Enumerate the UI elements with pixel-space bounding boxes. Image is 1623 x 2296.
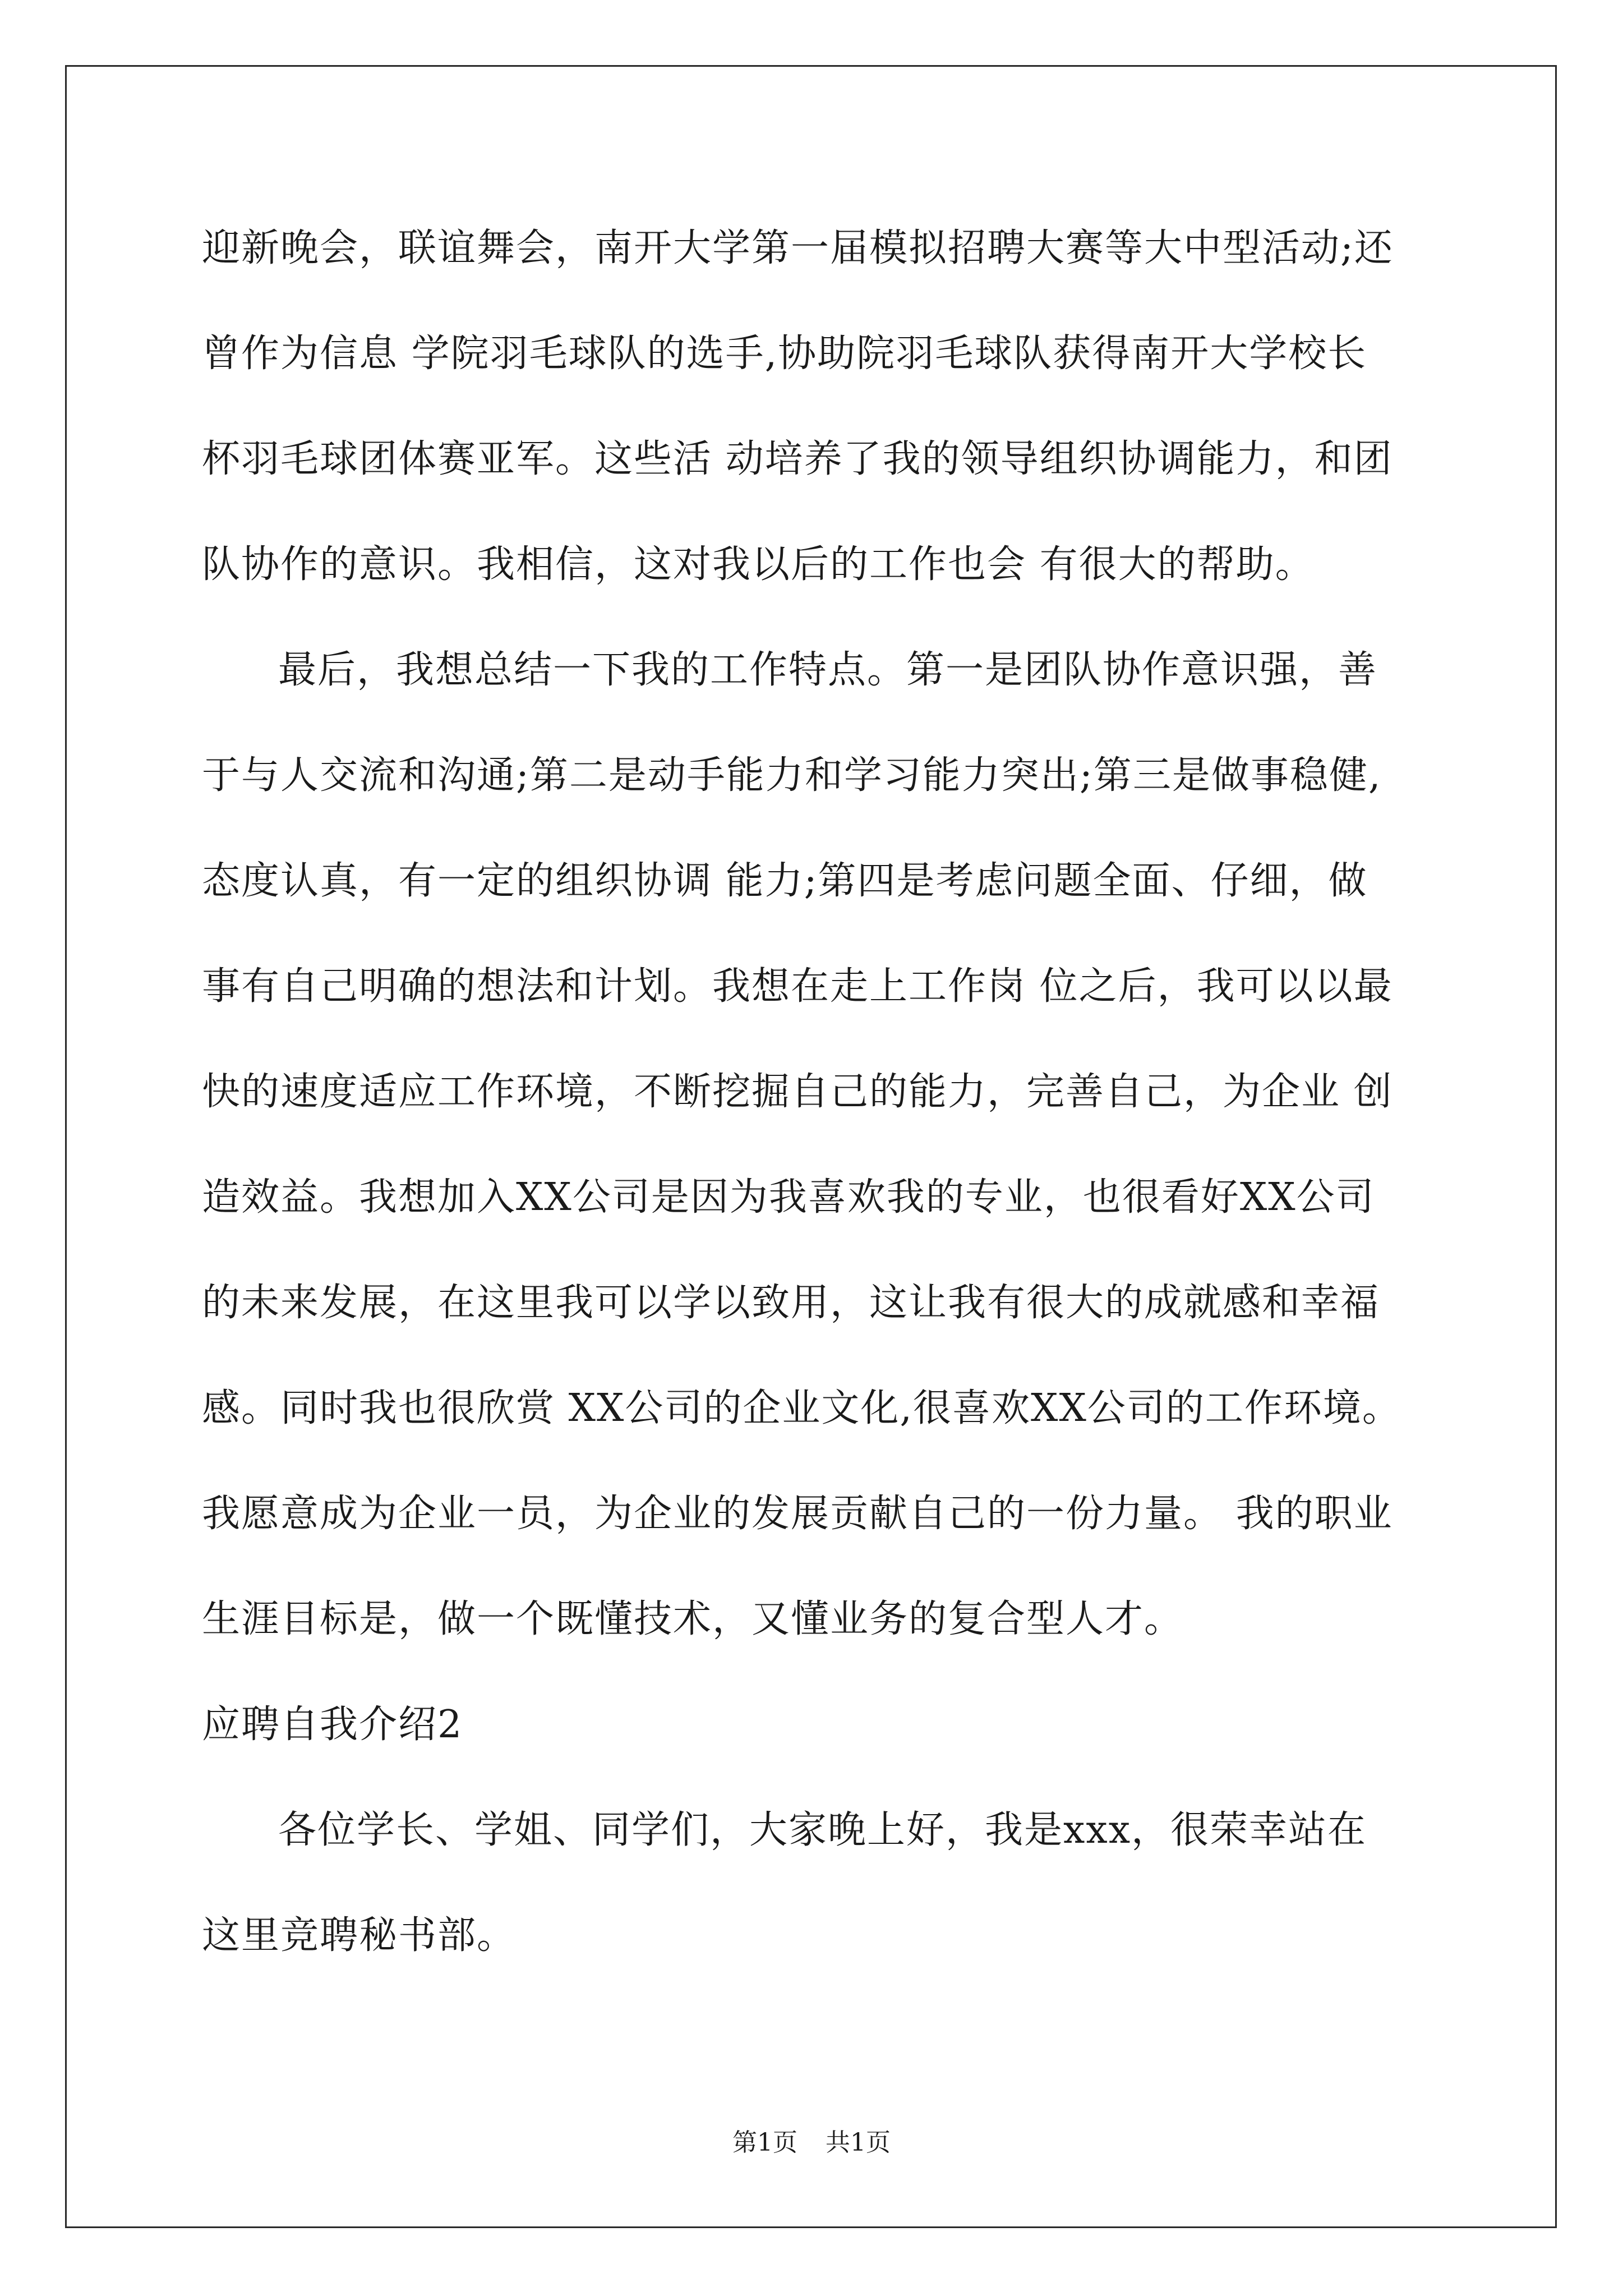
body-line: 迎新晚会，联谊舞会，南开大学第一届模拟招聘大赛等大中型活动;还 [202, 226, 1394, 270]
body-line: 快的速度适应工作环境，不断挖掘自己的能力，完善自己，为企业 创 [202, 1070, 1393, 1114]
page-footer [0, 2126, 1623, 2160]
page-number-total: 共1页 [826, 2128, 891, 2157]
body-line: 这里竞聘秘书部。 [202, 1913, 517, 1958]
body-line: 的未来发展，在这里我可以学以致用，这让我有很大的成就感和幸福 [202, 1281, 1380, 1325]
body-line: 我愿意成为企业一员，为企业的发展贡献自己的一份力量。 我的职业 [202, 1492, 1393, 1536]
body-line: 态度认真，有一定的组织协调 能力;第四是考虑问题全面、仔细，做 [202, 859, 1368, 903]
page-number-current: 第1页 [732, 2128, 797, 2157]
body-line: 于与人交流和沟通;第二是动手能力和学习能力突出;第三是做事稳健, [202, 753, 1382, 798]
body-line: 队协作的意识。我相信，这对我以后的工作也会 有很大的帮助。 [202, 542, 1315, 587]
body-line: 事有自己明确的想法和计划。我想在走上工作岗 位之后，我可以以最 [202, 964, 1393, 1009]
body-line: 曾作为信息 学院羽毛球队的选手,协助院羽毛球队获得南开大学校长 [202, 332, 1367, 376]
document-body [202, 206, 1436, 1999]
section-heading: 应聘自我介绍2 [202, 1703, 463, 1747]
body-line: 感。同时我也很欣赏 XX公司的企业文化,很喜欢XX公司的工作环境。 [202, 1386, 1401, 1430]
body-line: 生涯目标是，做一个既懂技术，又懂业务的复合型人才。 [202, 1597, 1184, 1641]
body-line-paragraph-start: 最后，我想总结一下我的工作特点。第一是团队协作意识强，善 [278, 648, 1378, 692]
body-line-paragraph-start: 各位学长、学姐、同学们，大家晚上好，我是xxx，很荣幸站在 [278, 1808, 1367, 1852]
body-line: 杯羽毛球团体赛亚军。这些活 动培养了我的领导组织协调能力，和团 [202, 437, 1393, 481]
body-line: 造效益。我想加入XX公司是因为我喜欢我的专业，也很看好XX公司 [202, 1175, 1375, 1220]
